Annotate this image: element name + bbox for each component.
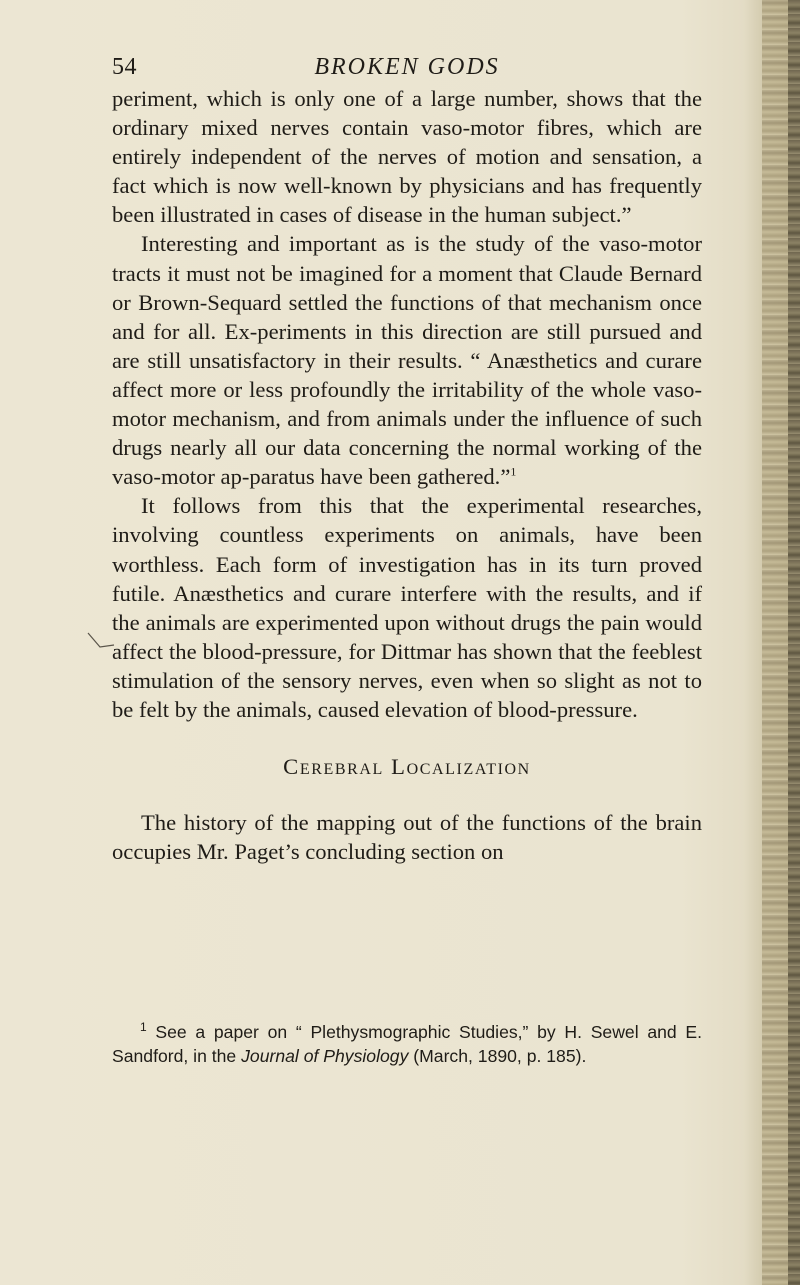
paragraph-2 xyxy=(112,229,702,491)
page-binding-edge xyxy=(788,0,800,1285)
footnote xyxy=(112,1020,702,1068)
journal-title: Journal of Physiology xyxy=(241,1046,409,1066)
footnote-text-end: (March, 1890, p. 185). xyxy=(413,1046,587,1066)
paragraph-4: The history of the mapping out of the functions of the brain occupies Mr. Paget’s concluding section on xyxy=(112,810,702,865)
main-text xyxy=(112,84,702,866)
paragraph-3: It follows from this that the experimental researches, involving countless experiments on animals, have been worthless. Each form of investigation has in its turn proved futile. Anæsthetics and curare interfere with the results, and if the animals are experimented upon without drugs the pain would affect the blood-pressure, for Dittmar has shown that the feeblest stimulation of the sensory nerves, even when so slight as not to be felt by the animals, caused elevation of blood-pressure. xyxy=(112,493,702,722)
section-heading: Cerebral Localization xyxy=(283,754,531,780)
paragraph-1: periment, which is only one of a large number, shows that the ordinary mixed nerves contain vaso-motor fibres, which are entirely independent of the nerves of motion and sensation, a fact which is now well-known by physicians and has frequently been illustrated in cases of disease in the human subject.” xyxy=(112,86,702,228)
pencil-mark-icon xyxy=(86,629,116,651)
footnote-area xyxy=(112,1020,702,1068)
footnote-text-start: See a paper on “ Plethysmographic Studies,” by H. Sewel and E. Sandford, in the xyxy=(112,1022,702,1066)
page-number: 54 xyxy=(112,54,137,80)
footnote-reference: 1 xyxy=(510,464,517,479)
paragraph-2-text: Interesting and important as is the study of the vaso-motor tracts it must not be imagined for a moment that Claude Bernard or Brown-Sequard settled the functions of that mechanism once and for all. Ex-periments in this direction are still pursued and are still unsatisfactory in their results. “ Anæsthetics and curare affect more or less profoundly the irritability of the whole vaso-motor mechanism, and from animals under the influence of such drugs nearly all our data concerning the normal working of the vaso-motor ap-paratus have been gathered.” xyxy=(112,231,702,490)
running-title: BROKEN GODS xyxy=(314,54,500,80)
page-header xyxy=(112,54,702,88)
footnote-marker: 1 xyxy=(140,1020,147,1035)
